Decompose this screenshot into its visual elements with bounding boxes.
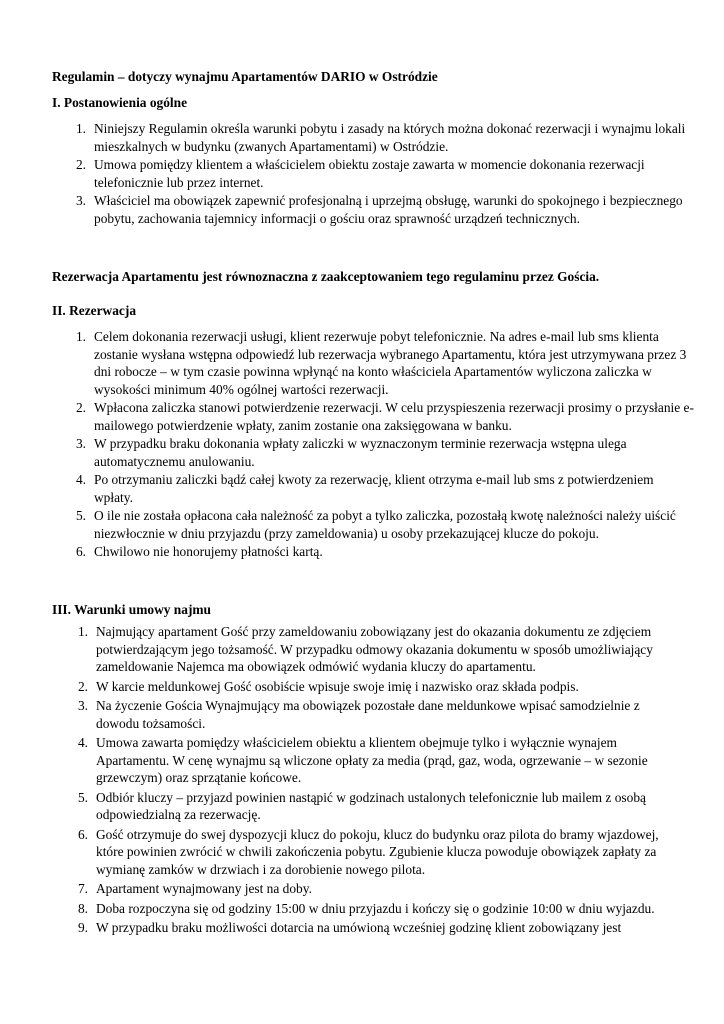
list-item [77, 826, 686, 879]
list-number: 2. [75, 157, 86, 172]
list-item [75, 507, 694, 542]
list-text: Najmujący apartament Gość przy zameldowaniu zobowiązany jest do okazania dokumentu ze zdjęciem potwierdzającym jego tożsamość. W przypadku odmowy okazania dokumentu w sposób umożliwiający zameldowanie Najemca ma obowiązek odmówić wydania kluczy do apartamentu. [96, 624, 653, 674]
list-item [75, 471, 694, 506]
list-item [75, 120, 694, 155]
list-number: 3. [75, 436, 86, 451]
list-text: Po otrzymaniu zaliczki bądź całej kwoty za rezerwację, klient otrzyma e-mail lub sms z potwierdzeniem wpłaty. [94, 472, 654, 505]
list-text: Chwilowo nie honorujemy płatności kartą. [94, 544, 323, 559]
list-number: 7. [77, 881, 88, 896]
list-item [75, 435, 694, 470]
list-number: 1. [77, 624, 88, 639]
document-title: Regulamin – dotyczy wynajmu Apartamentów DARIO w Ostródzie [52, 69, 438, 84]
list-number: 8. [77, 900, 88, 916]
list-number: 3. [77, 698, 88, 713]
list-number: 6. [77, 826, 88, 842]
list-text: W przypadku braku możliwości dotarcia na umówioną wcześniej godzinę klient zobowiązany jest [96, 920, 622, 935]
list-item [75, 192, 694, 227]
list-number: 4. [77, 735, 88, 750]
list-text: Właściciel ma obowiązek zapewnić profesjonalną i uprzejmą obsługę, warunki do spokojnego i bezpiecznego pobytu, zachowania tajemnicy informacji o gościu oraz sprawność urządzeń technicznych. [94, 193, 683, 226]
list-text: Na życzenie Gościa Wynajmujący ma obowiązek pozostałe dane meldunkowe wpisać samodzielnie z dowodu tożsamości. [96, 698, 640, 731]
list-text: Niniejszy Regulamin określa warunki pobytu i zasady na których można dokonać rezerwacji i wynajmu lokali mieszkalnych w budynku (zwanych Apartamentami) w Ostródzie. [94, 121, 686, 154]
list-number: 9. [77, 920, 88, 935]
list-number: 3. [75, 193, 86, 208]
rental-terms-list [77, 623, 686, 939]
list-text: Umowa zawarta pomiędzy właścicielem obiektu a klientem obejmuje tylko i wyłącznie wynajem Apartamentu. W cenę wynajmu są wliczone opłaty za media (prąd, gaz, woda, ogrzewanie – w sezonie grzewczym) oraz sprzątanie końcowe. [96, 735, 648, 785]
list-text: Gość otrzymuje do swej dyspozycji klucz do pokoju, klucz do budynku oraz pilota do bramy wjazdowej, które powinien zwrócić w chwili zakończenia pobytu. Zgubienie klucza powoduje obowiązek zapłaty za wymianę zamków w drzwiach i za dorobienie nowego pilota. [96, 826, 659, 877]
list-text: O ile nie została opłacona cała należność za pobyt a tylko zaliczka, pozostałą kwotę należności należy uiścić niezwłocznie w dniu przyjazdu (przy zameldowania) u osoby przekazującej klucze do pokoju. [94, 508, 676, 541]
reservation-list [75, 328, 694, 562]
list-number: 5. [77, 789, 88, 805]
list-number: 1. [75, 121, 86, 136]
list-item [77, 789, 686, 824]
list-item [77, 880, 686, 898]
list-text: Doba rozpoczyna się od godziny 15:00 w dniu przyjazdu i kończy się o godzinie 10:00 w dniu wyjazdu. [96, 900, 655, 916]
acceptance-note: Rezerwacja Apartamentu jest równoznaczna z zaakceptowaniem tego regulaminu przez Gościa. [52, 269, 600, 284]
list-text: W karcie meldunkowej Gość osobiście wpisuje swoje imię i nazwisko oraz składa podpis. [96, 678, 579, 694]
list-text: Wpłacona zaliczka stanowi potwierdzenie rezerwacji. W celu przyspieszenia rezerwacji prosimy o przysłanie e-mailowego potwierdzenie wpłaty, zanim zostanie ona zaksięgowana w banku. [94, 400, 694, 433]
list-item [75, 328, 694, 398]
list-item [77, 623, 686, 676]
section-heading-general: I. Postanowienia ogólne [52, 95, 188, 110]
list-number: 6. [75, 544, 86, 559]
list-text: Umowa pomiędzy klientem a właścicielem obiektu zostaje zawarta w momencie dokonania rezerwacji telefonicznie lub przez internet. [94, 157, 645, 190]
list-item [75, 156, 694, 191]
list-item [75, 399, 694, 434]
list-text: Celem dokonania rezerwacji usługi, klient rezerwuje pobyt telefonicznie. Na adres e-mail lub sms klienta zostanie wysłana wstępna odpowiedź lub rezerwacja wybranego Apartamentu, która jest utrzymywana przez 3 dni robocze – w tym czasie powinna wpłynąć na konto właściciela Apartamentów wyliczona zaliczka w wysokości minimum 40% ogólnej wartości rezerwacji. [94, 329, 687, 397]
list-item [77, 734, 686, 787]
list-item [77, 900, 686, 918]
list-number: 1. [75, 329, 86, 344]
list-text: W przypadku braku dokonania wpłaty zaliczki w wyznaczonym terminie rezerwacja wstępna ulega automatycznemu anulowaniu. [94, 436, 627, 469]
general-provisions-list [75, 120, 694, 228]
list-number: 2. [75, 400, 86, 415]
list-item [77, 919, 686, 937]
list-number: 4. [75, 472, 86, 487]
list-item [75, 543, 694, 561]
list-item [77, 697, 686, 732]
section-heading-reservation: II. Rezerwacja [52, 303, 137, 318]
section-heading-rental-terms: III. Warunki umowy najmu [52, 602, 211, 617]
list-number: 2. [77, 678, 88, 694]
list-item [77, 678, 686, 696]
list-text: Odbiór kluczy – przyjazd powinien nastąpić w godzinach ustalonych telefonicznie lub mailem z osobą odpowiedzialną za rezerwację. [96, 789, 646, 822]
list-text: Apartament wynajmowany jest na doby. [96, 881, 312, 896]
list-number: 5. [75, 508, 86, 523]
